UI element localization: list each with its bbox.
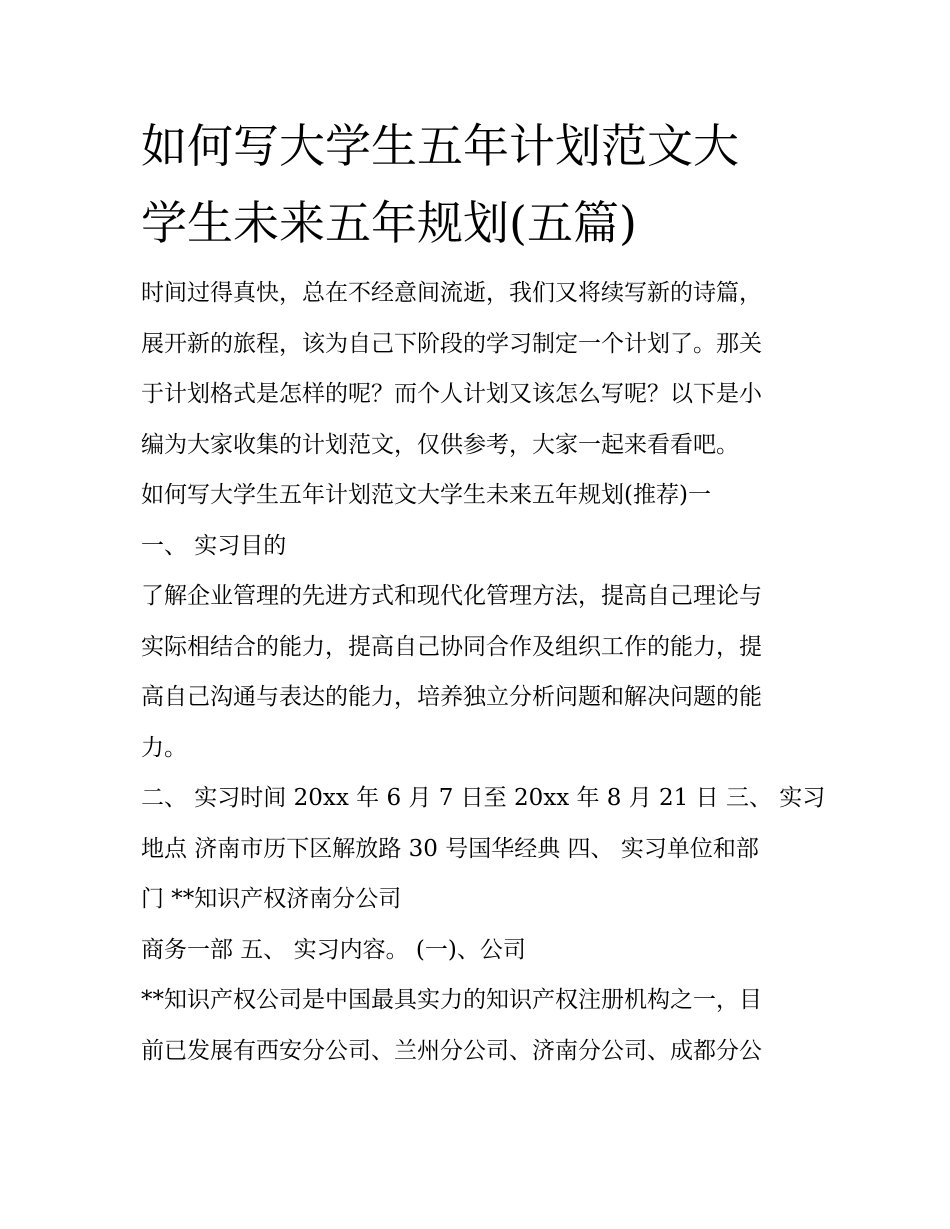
body-line: 二、 实习时间 20xx 年 6 月 7 日至 20xx 年 8 月 21 日 三、 实习 [141,785,826,811]
document-body [141,268,826,1076]
intro-line: 编为大家收集的计划范文，仅供参考，大家一起来看看吧。 [141,431,739,458]
body-line: 商务一部 五、 实习内容。 (一)、公司 [141,936,526,963]
body-line: 门 **知识产权济南分公司 [141,886,402,912]
body-line: 实际相结合的能力，提高自己协同合作及组织工作的能力，提 [141,633,762,660]
document-title [141,108,821,262]
body-line: 前已发展有西安分公司、兰州分公司、济南分公司、成都分公 [141,1037,762,1064]
intro-line: 于计划格式是怎样的呢？而个人计划又该怎么写呢？以下是小 [141,381,762,407]
body-line: 力。 [141,734,187,761]
body-line: 了解企业管理的先进方式和现代化管理方法，提高自己理论与 [141,583,762,609]
title-line: 学生未来五年规划(五篇) [141,196,637,250]
body-line: **知识产权公司是中国最具实力的知识产权注册机构之一，目 [141,987,762,1013]
body-line: 地点 济南市历下区解放路 30 号国华经典 四、 实习单位和部 [141,835,759,862]
intro-line: 展开新的旅程，该为自己下阶段的学习制定一个计划了。那关 [141,330,762,357]
body-line: 高自己沟通与表达的能力，培养独立分析问题和解决问题的能 [141,684,762,710]
title-line: 如何写大学生五年计划范文大 [141,119,739,173]
section-heading: 如何写大学生五年计划范文大学生未来五年规划(推荐)一 [141,482,711,508]
subsection-heading: 一、 实习目的 [141,532,287,559]
document-content [141,108,826,1076]
intro-line: 时间过得真快，总在不经意间流逝，我们又将续写新的诗篇， [141,280,762,306]
